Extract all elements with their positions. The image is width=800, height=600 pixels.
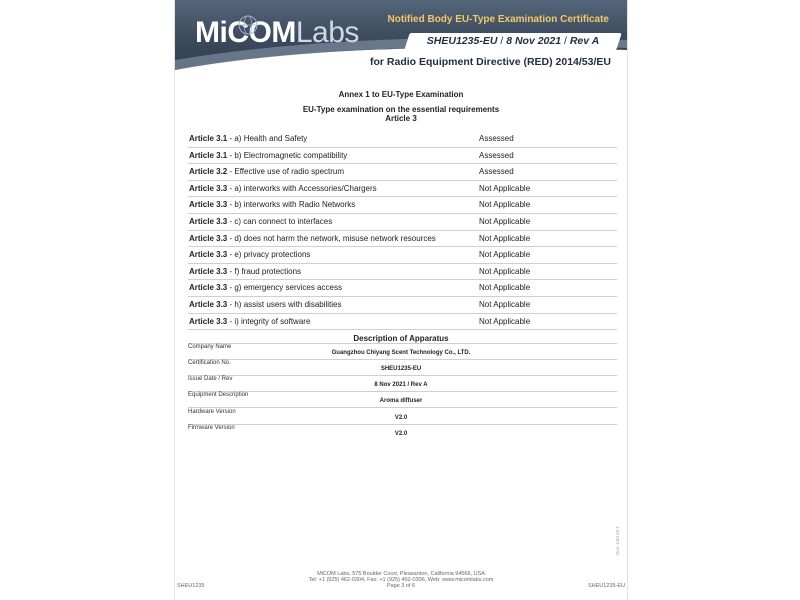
separator: / — [500, 35, 504, 47]
logo-main-text: MiCOM — [195, 16, 296, 49]
requirement-status: Not Applicable — [479, 183, 531, 193]
footer-address: MiCOM Labs, 575 Boulder Court, Pleasanton, California 94566, USA — [317, 571, 485, 577]
micomlabs-logo — [195, 16, 359, 50]
requirements-table — [188, 131, 617, 330]
field-label: Company Name — [188, 344, 232, 350]
table-row — [188, 164, 617, 181]
table-row — [188, 247, 617, 264]
annex-subtitle: EU-Type examination on the essential requirements — [302, 105, 500, 114]
requirement-label: Article 3.1 - a) Health and Safety — [189, 134, 308, 143]
requirement-status: Assessed — [479, 150, 514, 160]
requirement-label: Article 3.3 - b) interworks with Radio Networks — [189, 200, 356, 210]
footer-left-code: SHEU1235 — [177, 583, 205, 589]
field-label: Certification No. — [188, 360, 231, 366]
requirement-label: Article 3.3 - i) integrity of software — [189, 316, 311, 326]
requirement-label: Article 3.1 - b) Electromagnetic compatibility — [189, 150, 348, 160]
certificate-date: 8 Nov 2021 — [506, 35, 562, 47]
requirement-label: Article 3.3 - a) interworks with Accessories/Chargers — [189, 183, 377, 193]
field-label: Firmware Version — [188, 425, 235, 431]
requirement-label: Article 3.3 - h) assist users with disabilities — [189, 299, 342, 309]
requirement-label: Article 3.3 - f) fraud protections — [189, 266, 302, 276]
certificate-id-line — [409, 35, 617, 47]
table-row — [188, 131, 617, 148]
certificate-number: SHEU1235-EU — [426, 35, 498, 47]
page-number: Page 3 of 6 — [386, 583, 416, 589]
table-row — [188, 214, 617, 231]
field-value: V2.0 — [394, 415, 408, 421]
field-value: 8 Nov 2021 / Rev A — [374, 382, 428, 388]
divider — [188, 343, 617, 344]
certificate-header — [175, 0, 627, 86]
divider — [188, 391, 617, 392]
footer-right-code: SHEU1235-EU — [588, 583, 625, 589]
requirement-status: Assessed — [479, 167, 514, 177]
description-title: Description of Apparatus — [353, 334, 449, 343]
requirement-status: Not Applicable — [479, 216, 531, 226]
table-row — [188, 231, 617, 248]
directive-title: for Radio Equipment Directive (RED) 2014/53/EU — [370, 56, 611, 68]
logo-suffix-text: Labs — [295, 16, 359, 49]
certificate-title: Notified Body EU-Type Examination Certificate — [387, 14, 609, 25]
requirement-status: Not Applicable — [479, 233, 531, 243]
table-row — [188, 148, 617, 165]
annex-title: Annex 1 to EU-Type Examination — [338, 90, 464, 99]
requirement-label: Article 3.3 - g) emergency services access — [189, 283, 342, 293]
requirement-status: Not Applicable — [479, 299, 531, 309]
requirement-label: Article 3.3 - d) does not harm the network, misuse network resources — [189, 233, 436, 243]
requirement-status: Assessed — [479, 134, 514, 143]
table-row — [188, 297, 617, 314]
divider — [188, 424, 617, 425]
field-label: Hardware Version — [188, 409, 236, 415]
requirement-status: Not Applicable — [479, 200, 531, 210]
document-version-note: Doc: Cert v2.7 — [615, 526, 620, 555]
field-value: V2.0 — [394, 431, 408, 437]
divider — [188, 375, 617, 376]
footer-contact: Tel: +1 (925) 462-0304, Fax: +1 (925) 462-0306, Web: www.micomlabs.com — [308, 577, 494, 583]
table-row — [188, 280, 617, 297]
divider — [188, 359, 617, 360]
requirement-label: Article 3.3 - e) privacy protections — [189, 250, 311, 260]
requirement-label: Article 3.2 - Effective use of radio spectrum — [189, 167, 345, 177]
requirement-label: Article 3.3 - c) can connect to interfaces — [189, 216, 333, 226]
field-value: Aroma diffuser — [379, 398, 423, 404]
field-label: Issue Date / Rev — [188, 376, 233, 382]
table-row — [188, 197, 617, 214]
globe-icon — [237, 14, 259, 36]
separator: / — [563, 35, 567, 47]
divider — [188, 407, 617, 408]
requirement-status: Not Applicable — [479, 266, 531, 276]
field-label: Equipment Description — [188, 392, 249, 398]
table-row — [188, 264, 617, 281]
certificate-revision: Rev A — [569, 35, 600, 47]
certificate-page — [174, 0, 628, 600]
field-value: SHEU1235-EU — [380, 366, 422, 372]
requirement-status: Not Applicable — [479, 316, 531, 326]
annex-article: Article 3 — [385, 114, 417, 123]
table-row — [188, 314, 617, 331]
requirement-status: Not Applicable — [479, 250, 531, 260]
field-value: Guangzhou Chiyang Scent Technology Co., LTD. — [331, 350, 471, 356]
table-row — [188, 181, 617, 198]
requirement-status: Not Applicable — [479, 283, 531, 293]
